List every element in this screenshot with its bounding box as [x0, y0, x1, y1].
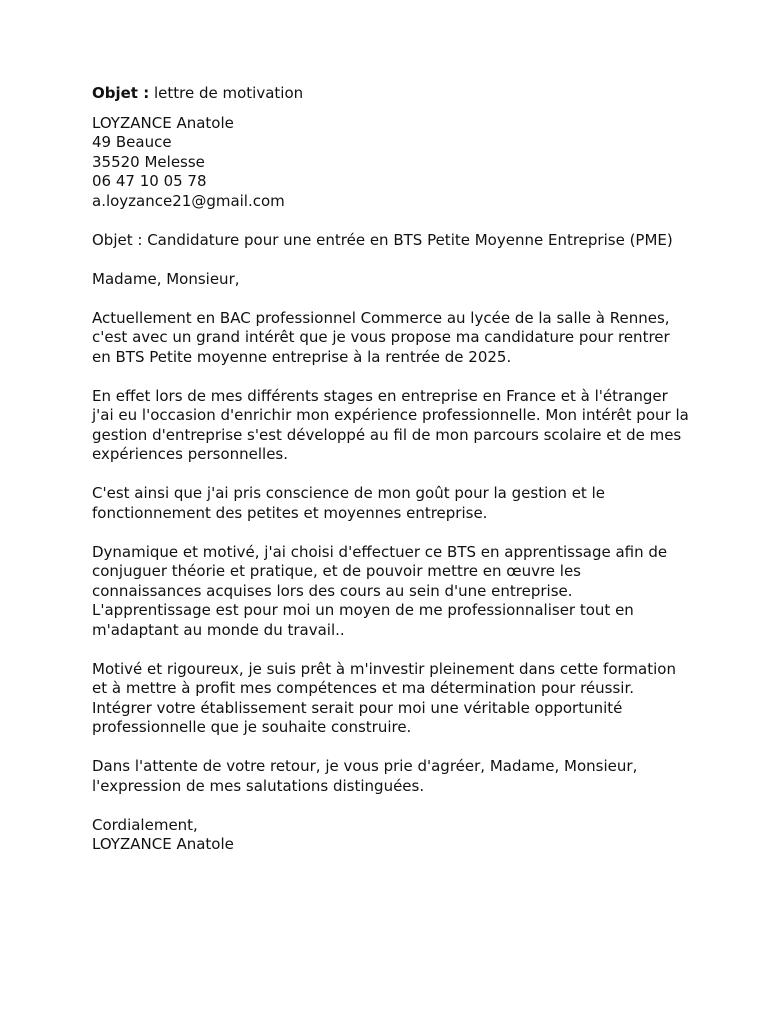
subject-text: lettre de motivation: [149, 84, 304, 102]
sender-phone: 06 47 10 05 78: [92, 172, 207, 190]
signature: LOYZANCE Anatole: [92, 835, 234, 853]
closing-block: [92, 816, 692, 855]
paragraph-motivation: Motivé et rigoureux, je suis prêt à m'investir pleinement dans cette formation et à mettre à profit mes compétences et ma détermination pour réussir. Intégrer votre établissement serait pour moi une véritable opportunité professionnelle que je souhaite construire.: [92, 659, 676, 736]
paragraph-formal-closing: Dans l'attente de votre retour, je vous prie d'agréer, Madame, Monsieur, l'expression de mes salutations distinguées.: [92, 757, 638, 795]
sender-email: a.loyzance21@gmail.com: [92, 191, 285, 210]
salutation: Madame, Monsieur,: [92, 269, 240, 288]
sender-name: LOYZANCE Anatole: [92, 113, 234, 132]
sender-address-block: [92, 114, 692, 212]
sender-street: 49 Beauce: [92, 133, 172, 151]
letter-document: [92, 84, 692, 855]
paragraph-experience: En effet lors de mes différents stages en entreprise en France et à l'étranger j'ai eu l'occasion d'enrichir mon expérience professionnelle. Mon intérêt pour la gestion d'entreprise s'est développé au fil de mon parcours scolaire et de mes expériences personnelles.: [92, 386, 689, 463]
paragraph-intro: Actuellement en BAC professionnel Commerce au lycée de la salle à Rennes, c'est avec un grand intérêt que je vous propose ma candidature pour rentrer en BTS Petite moyenne entreprise à la rentrée de 2025.: [92, 308, 670, 366]
closing-text: Cordialement,: [92, 815, 198, 834]
sender-city: 35520 Melesse: [92, 152, 205, 171]
letter-object: Objet : Candidature pour une entrée en BTS Petite Moyenne Entreprise (PME): [92, 230, 673, 249]
subject-label: Objet :: [92, 84, 150, 102]
paragraph-apprenticeship: Dynamique et motivé, j'ai choisi d'effectuer ce BTS en apprentissage afin de conjuguer théorie et pratique, et de pouvoir mettre en œuvre les connaissances acquises lors des cours au sein d'une entreprise. L'apprentissage est pour moi un moyen de me professionnaliser tout en m'adaptant au monde du travail..: [92, 542, 668, 639]
document-title: [92, 84, 692, 104]
paragraph-interest: C'est ainsi que j'ai pris conscience de mon goût pour la gestion et le fonctionnement des petites et moyennes entreprise.: [92, 484, 605, 522]
